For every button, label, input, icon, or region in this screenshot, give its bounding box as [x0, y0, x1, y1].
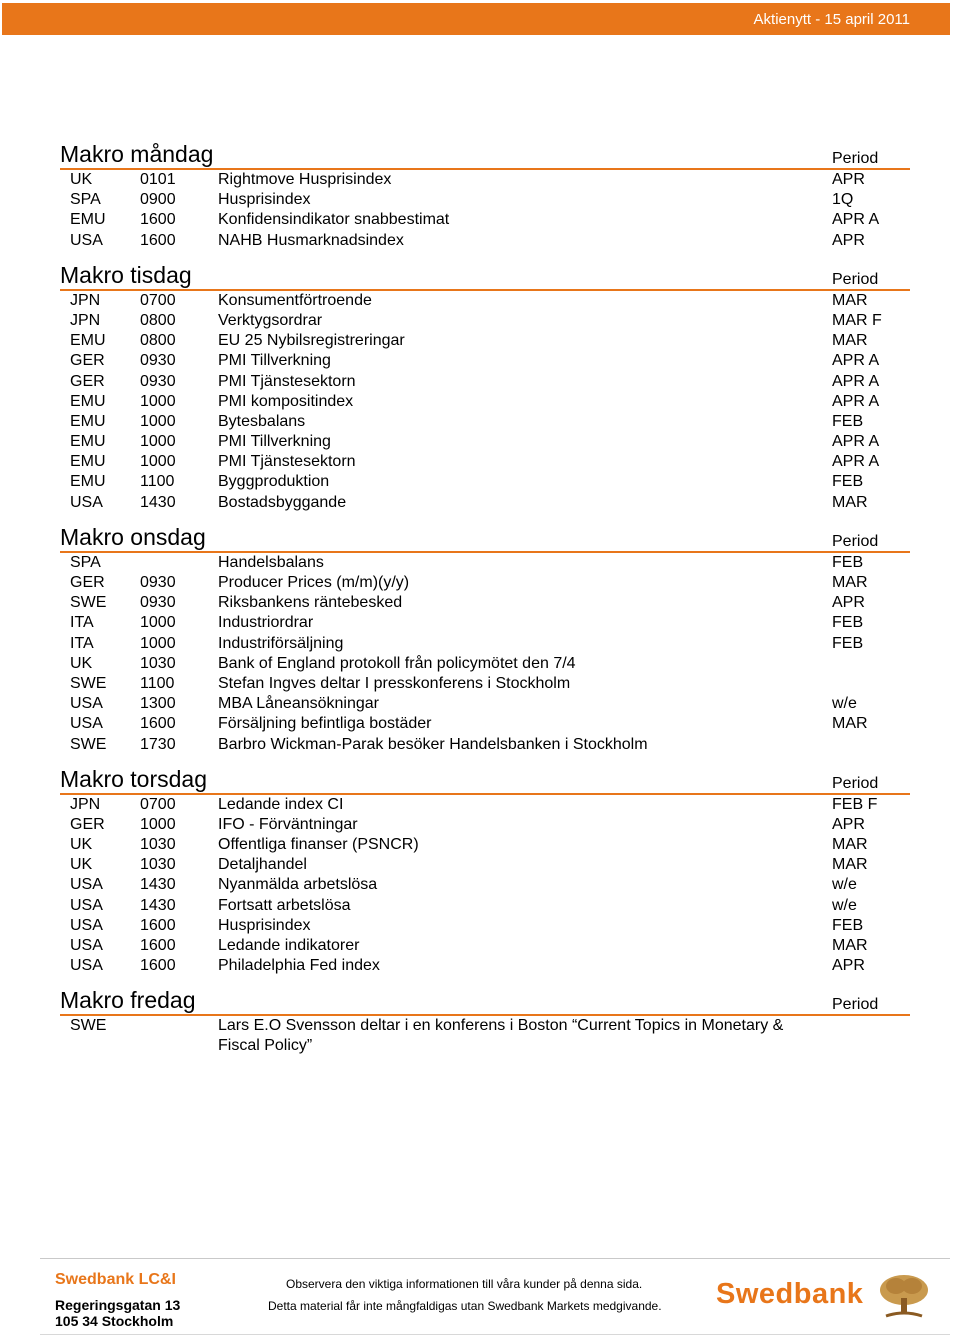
- event-cell: EU 25 Nybilsregistreringar: [218, 332, 405, 350]
- event-cell: PMI Tjänstesektorn: [218, 372, 356, 390]
- table-row: [60, 493, 910, 513]
- period-cell: MAR F: [832, 311, 882, 329]
- time-cell: 0930: [140, 594, 176, 612]
- country-cell: EMU: [70, 473, 106, 491]
- time-cell: 1000: [140, 815, 176, 833]
- time-cell: 1100: [140, 674, 175, 692]
- country-cell: EMU: [70, 332, 106, 350]
- country-cell: SWE: [70, 1017, 107, 1035]
- time-cell: 1030: [140, 836, 176, 854]
- table-row: [60, 936, 910, 956]
- country-cell: GER: [70, 372, 105, 390]
- table-row: [60, 896, 910, 916]
- logo-wordmark: Swedbank: [716, 1278, 864, 1310]
- country-cell: SPA: [70, 553, 101, 571]
- day-section: [60, 140, 910, 257]
- section-header: [60, 986, 910, 1016]
- table-row: [60, 815, 910, 835]
- footer-address-line1: Regeringsgatan 13: [55, 1297, 181, 1313]
- section-title: Makro fredag: [60, 987, 196, 1014]
- period-cell: MAR: [832, 715, 868, 733]
- time-cell: 0930: [140, 574, 176, 591]
- time-cell: 1430: [140, 896, 176, 914]
- table-row: [60, 634, 910, 654]
- section-header: [60, 261, 910, 291]
- oak-tree-icon: [876, 1272, 932, 1320]
- country-cell: USA: [70, 493, 103, 511]
- period-cell: FEB: [832, 614, 864, 632]
- period-column-header: Period: [832, 270, 879, 288]
- event-cell: Philadelphia Fed index: [218, 957, 380, 975]
- country-cell: EMU: [70, 433, 106, 451]
- period-cell: APR: [832, 594, 865, 612]
- table-row: [60, 573, 910, 593]
- event-cell: Stefan Ingves deltar I presskonferens i Stockholm: [218, 674, 571, 692]
- section-title: Makro måndag: [60, 141, 214, 167]
- table-row: [60, 170, 910, 190]
- swedbank-logo: [716, 1272, 936, 1322]
- event-cell: Bytesbalans: [218, 412, 306, 430]
- header-bar: [2, 3, 950, 35]
- period-column-header: Period: [832, 774, 879, 792]
- event-cell: PMI Tjänstesektorn: [218, 453, 356, 471]
- time-cell: 1600: [140, 916, 176, 934]
- table-row: [60, 291, 910, 311]
- country-cell: UK: [70, 836, 93, 854]
- event-cell: Riksbankens räntebesked: [218, 594, 403, 612]
- country-cell: USA: [70, 695, 103, 713]
- header-date: Aktienytt - 15 april 2011: [753, 11, 910, 28]
- period-cell: FEB: [832, 473, 864, 491]
- event-cell: IFO - Förväntningar: [218, 815, 358, 833]
- time-cell: 1000: [140, 392, 176, 410]
- time-cell: 0900: [140, 191, 176, 209]
- table-row: [60, 916, 910, 936]
- table-row: [60, 372, 910, 392]
- event-cell: Detaljhandel: [218, 856, 307, 874]
- event-cell: PMI Tillverkning: [218, 352, 331, 370]
- time-cell: 1000: [140, 634, 176, 652]
- table-row: [60, 472, 910, 492]
- period-column-header: Period: [832, 532, 879, 550]
- period-cell: APR: [832, 171, 865, 188]
- day-section: [60, 765, 910, 983]
- table-row: [60, 875, 910, 895]
- country-cell: USA: [70, 896, 103, 914]
- period-cell: MAR: [832, 937, 868, 954]
- event-cell: Byggproduktion: [218, 473, 330, 491]
- event-cell: Fortsatt arbetslösa: [218, 896, 351, 914]
- period-cell: APR A: [832, 453, 880, 471]
- table-row: [60, 452, 910, 472]
- period-cell: APR: [832, 957, 865, 975]
- table-row: [60, 412, 910, 432]
- table-row: [60, 1016, 910, 1058]
- time-cell: 0930: [140, 372, 176, 390]
- country-cell: UK: [70, 171, 93, 188]
- period-cell: APR A: [832, 211, 880, 229]
- time-cell: 0800: [140, 332, 176, 350]
- table-row: [60, 613, 910, 633]
- table-row: [60, 190, 910, 210]
- event-cell: Försäljning befintliga bostäder: [218, 715, 432, 733]
- event-cell: Lars E.O Svensson deltar i en konferens i Boston “Current Topics in Monetary & Fiscal Policy”: [218, 1017, 784, 1055]
- footer-address-line2: 105 34 Stockholm: [55, 1313, 174, 1329]
- table-row: [60, 331, 910, 351]
- time-cell: 0700: [140, 291, 176, 309]
- table-row: [60, 593, 910, 613]
- period-cell: w/e: [832, 876, 857, 894]
- country-cell: USA: [70, 876, 103, 894]
- time-cell: 1300: [140, 695, 176, 713]
- event-cell: PMI Tillverkning: [218, 433, 331, 451]
- event-cell: Industriordrar: [218, 614, 314, 632]
- event-cell: PMI kompositindex: [218, 392, 354, 410]
- country-cell: USA: [70, 715, 103, 733]
- time-cell: 1430: [140, 876, 176, 894]
- event-cell: Offentliga finanser (PSNCR): [218, 836, 419, 854]
- country-cell: USA: [70, 937, 103, 954]
- event-cell: Konsumentförtroende: [218, 291, 372, 309]
- event-cell: Ledande indikatorer: [218, 937, 360, 954]
- period-column-header: Period: [832, 150, 879, 167]
- event-cell: MBA Låneansökningar: [218, 695, 379, 713]
- table-row: [60, 835, 910, 855]
- country-cell: SWE: [70, 594, 107, 612]
- table-row: [60, 735, 910, 755]
- period-cell: APR A: [832, 392, 880, 410]
- footer-bottom-divider: [40, 1334, 950, 1335]
- period-cell: APR: [832, 231, 865, 249]
- period-cell: FEB: [832, 634, 864, 652]
- table-row: [60, 795, 910, 815]
- table-row: [60, 231, 910, 251]
- country-cell: UK: [70, 856, 93, 874]
- period-cell: APR A: [832, 433, 880, 451]
- country-cell: USA: [70, 231, 103, 249]
- time-cell: 1000: [140, 412, 176, 430]
- event-cell: Barbro Wickman-Parak besöker Handelsbanken i Stockholm: [218, 735, 648, 753]
- table-row: [60, 956, 910, 976]
- event-cell: Handelsbalans: [218, 553, 324, 571]
- time-cell: 1730: [140, 735, 176, 753]
- event-cell: Rightmove Husprisindex: [218, 171, 392, 188]
- country-cell: SWE: [70, 735, 107, 753]
- country-cell: GER: [70, 352, 105, 370]
- event-cell: Producer Prices (m/m)(y/y): [218, 574, 410, 591]
- time-cell: 1600: [140, 211, 176, 229]
- country-cell: GER: [70, 815, 105, 833]
- section-title: Makro onsdag: [60, 523, 206, 550]
- table-row: [60, 210, 910, 230]
- time-cell: 1600: [140, 937, 176, 954]
- event-cell: Nyanmälda arbetslösa: [218, 876, 378, 894]
- country-cell: USA: [70, 916, 103, 934]
- country-cell: EMU: [70, 412, 106, 430]
- period-cell: FEB F: [832, 795, 878, 813]
- period-cell: MAR: [832, 291, 868, 309]
- country-cell: SWE: [70, 674, 107, 692]
- table-row: [60, 654, 910, 674]
- country-cell: EMU: [70, 392, 106, 410]
- country-cell: UK: [70, 654, 93, 672]
- country-cell: EMU: [70, 211, 106, 229]
- country-cell: ITA: [70, 614, 94, 632]
- section-header: [60, 140, 910, 170]
- table-row: [60, 674, 910, 694]
- period-cell: w/e: [832, 695, 857, 713]
- country-cell: EMU: [70, 453, 106, 471]
- country-cell: GER: [70, 574, 105, 591]
- event-cell: Ledande index CI: [218, 795, 344, 813]
- event-cell: Husprisindex: [218, 191, 311, 209]
- footer-note-copyright: Detta material får inte mångfaldigas utan Swedbank Markets medgivande.: [268, 1299, 662, 1313]
- period-cell: FEB: [832, 553, 864, 571]
- period-cell: MAR: [832, 836, 868, 854]
- period-cell: MAR: [832, 856, 868, 874]
- time-cell: 1000: [140, 433, 176, 451]
- table-row: [60, 432, 910, 452]
- country-cell: JPN: [70, 795, 101, 813]
- section-title: Makro torsdag: [60, 765, 208, 792]
- period-column-header: Period: [832, 996, 879, 1014]
- table-row: [60, 351, 910, 371]
- footer-brand: Swedbank LC&I: [55, 1271, 176, 1288]
- table-row: [60, 553, 910, 573]
- country-cell: JPN: [70, 291, 101, 309]
- time-cell: 0800: [140, 311, 176, 329]
- event-cell: Bank of England protokoll från policymötet den 7/4: [218, 654, 576, 672]
- footer-note-info: Observera den viktiga informationen till våra kunder på denna sida.: [286, 1277, 643, 1291]
- table-row: [60, 714, 910, 734]
- country-cell: SPA: [70, 191, 101, 209]
- table-row: [60, 311, 910, 331]
- time-cell: 1030: [140, 856, 176, 874]
- time-cell: 1000: [140, 614, 176, 632]
- footer-divider: [40, 1258, 950, 1259]
- event-cell: Konfidensindikator snabbestimat: [218, 211, 450, 229]
- period-cell: MAR: [832, 574, 868, 591]
- period-cell: FEB: [832, 916, 864, 934]
- time-cell: 1030: [140, 654, 176, 672]
- period-cell: APR: [832, 815, 865, 833]
- event-cell: NAHB Husmarknadsindex: [218, 231, 404, 249]
- time-cell: 1600: [140, 957, 176, 975]
- table-row: [60, 694, 910, 714]
- event-cell: Husprisindex: [218, 916, 311, 934]
- country-cell: ITA: [70, 634, 94, 652]
- period-cell: APR A: [832, 352, 880, 370]
- section-header: [60, 523, 910, 553]
- period-cell: MAR: [832, 332, 868, 350]
- time-cell: 0101: [140, 171, 176, 188]
- time-cell: 1600: [140, 715, 176, 733]
- period-cell: MAR: [832, 493, 868, 511]
- country-cell: JPN: [70, 311, 101, 329]
- section-title: Makro tisdag: [60, 261, 192, 288]
- event-cell: Industriförsäljning: [218, 634, 344, 652]
- event-cell: Verktygsordrar: [218, 311, 323, 329]
- day-section: [60, 986, 910, 1064]
- period-cell: 1Q: [832, 191, 854, 209]
- table-row: [60, 855, 910, 875]
- time-cell: 0700: [140, 795, 176, 813]
- time-cell: 0930: [140, 352, 176, 370]
- table-row: [60, 392, 910, 412]
- time-cell: 1430: [140, 493, 176, 511]
- period-cell: FEB: [832, 412, 864, 430]
- time-cell: 1000: [140, 453, 176, 471]
- event-cell: Bostadsbyggande: [218, 493, 347, 511]
- time-cell: 1100: [140, 473, 175, 491]
- time-cell: 1600: [140, 231, 176, 249]
- calendar-content: [60, 140, 910, 1068]
- period-cell: w/e: [832, 896, 857, 914]
- day-section: [60, 523, 910, 761]
- day-section: [60, 261, 910, 519]
- section-header: [60, 765, 910, 795]
- period-cell: APR A: [832, 372, 880, 390]
- country-cell: USA: [70, 957, 103, 975]
